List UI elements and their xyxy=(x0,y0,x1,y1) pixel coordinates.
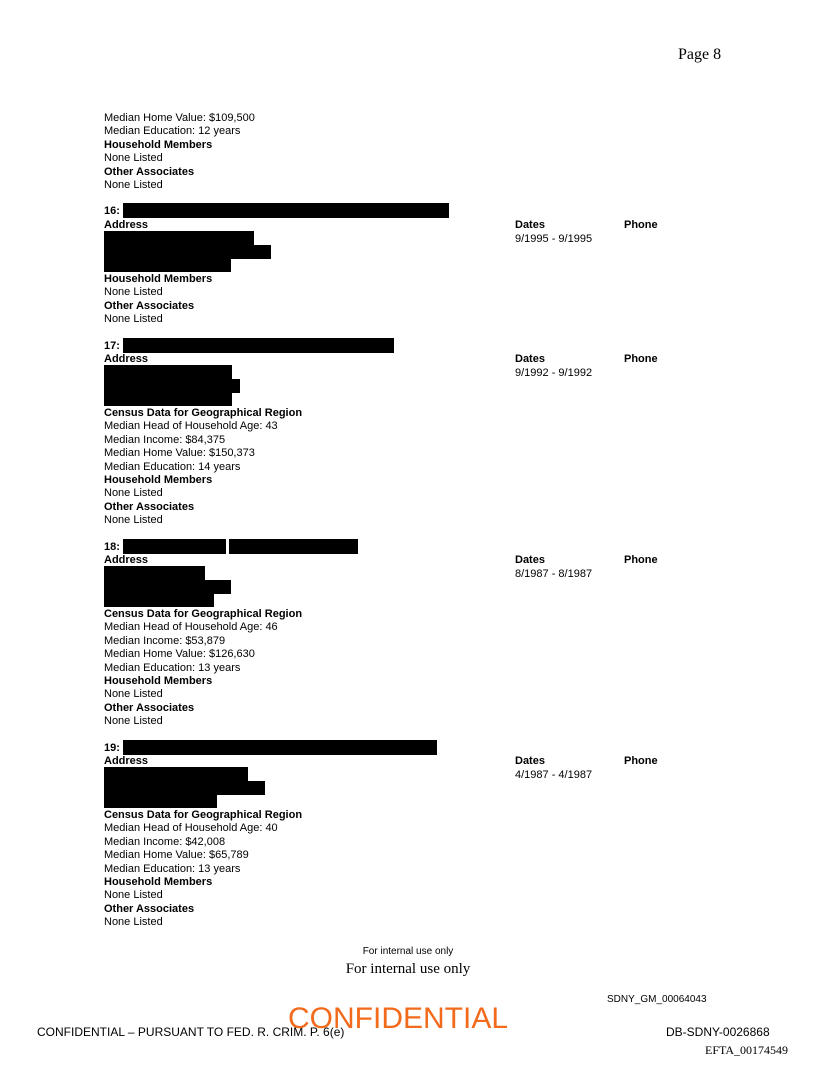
dates-heading: Dates xyxy=(515,755,545,767)
redacted-name xyxy=(229,539,358,554)
redacted-name xyxy=(123,740,437,755)
redacted-address-line xyxy=(104,767,248,781)
address-heading: Address xyxy=(104,219,149,231)
household-members-value: None Listed xyxy=(104,286,163,299)
dates-heading: Dates xyxy=(515,554,545,566)
median-home-value: Median Home Value: $126,630 xyxy=(104,648,255,661)
address-heading: Address xyxy=(104,353,149,365)
redacted-address-line xyxy=(104,594,214,607)
redacted-name xyxy=(123,203,449,218)
household-members-heading: Household Members xyxy=(104,273,213,285)
redacted-address-line xyxy=(104,231,254,245)
redacted-address-line xyxy=(104,365,232,379)
other-associates-heading: Other Associates xyxy=(104,500,195,513)
efta-number: EFTA_00174549 xyxy=(705,1043,789,1057)
other-associates-heading: Other Associates xyxy=(104,165,195,178)
other-associates-value: None Listed xyxy=(104,916,163,929)
median-income: Median Income: $42,008 xyxy=(104,835,226,848)
phone-heading: Phone xyxy=(624,755,658,767)
redacted-address-line xyxy=(104,566,205,580)
record-details xyxy=(104,407,302,528)
bates-sdny-gm: SDNY_GM_00064043 xyxy=(607,994,707,1005)
page-number: Page 8 xyxy=(678,46,722,63)
median-education: Median Education: 12 years xyxy=(104,125,241,138)
record-details xyxy=(104,608,302,729)
other-associates-value: None Listed xyxy=(104,715,163,728)
record-number: 18: xyxy=(104,541,120,553)
redacted-address-line xyxy=(104,379,240,393)
record-number: 17: xyxy=(104,340,120,352)
other-associates-heading: Other Associates xyxy=(104,299,195,312)
other-associates-heading: Other Associates xyxy=(104,701,195,714)
census-heading: Census Data for Geographical Region xyxy=(104,407,303,419)
dates-value: 8/1987 - 8/1987 xyxy=(515,568,593,580)
record-details xyxy=(104,809,302,930)
household-members-heading: Household Members xyxy=(104,474,213,487)
dates-value: 9/1995 - 9/1995 xyxy=(515,233,593,245)
redacted-name xyxy=(123,539,226,554)
household-members-value: None Listed xyxy=(104,889,163,902)
other-associates-value: None Listed xyxy=(104,514,163,527)
household-members-value: None Listed xyxy=(104,152,163,165)
redacted-address-line xyxy=(104,393,232,406)
household-members-value: None Listed xyxy=(104,487,163,500)
internal-use-small: For internal use only xyxy=(362,946,454,957)
median-head-age: Median Head of Household Age: 46 xyxy=(104,621,278,634)
bates-db: DB-SDNY-0026868 xyxy=(666,1025,770,1039)
household-members-value: None Listed xyxy=(104,688,163,701)
other-associates-value: None Listed xyxy=(104,313,163,326)
median-education: Median Education: 13 years xyxy=(104,661,241,674)
redacted-name xyxy=(123,338,394,353)
phone-heading: Phone xyxy=(624,219,658,231)
median-income: Median Income: $53,879 xyxy=(104,634,226,647)
median-home-value: Median Home Value: $150,373 xyxy=(104,447,255,460)
other-associates-heading: Other Associates xyxy=(104,902,195,915)
phone-heading: Phone xyxy=(624,353,658,365)
confidential-stamp: CONFIDENTIAL xyxy=(288,1002,509,1035)
household-members-heading: Household Members xyxy=(104,138,213,151)
median-head-age: Median Head of Household Age: 43 xyxy=(104,420,278,433)
redacted-address-line xyxy=(104,259,231,272)
confidential-notice: CONFIDENTIAL – PURSUANT TO FED. R. CRIM. P. 6(e) xyxy=(37,1025,345,1039)
internal-use-large: For internal use only xyxy=(345,961,471,977)
record-number: 19: xyxy=(104,742,120,754)
census-heading: Census Data for Geographical Region xyxy=(104,809,303,821)
redacted-address-line xyxy=(104,580,231,594)
dates-value: 4/1987 - 4/1987 xyxy=(515,769,593,781)
redacted-address-line xyxy=(104,245,271,259)
dates-heading: Dates xyxy=(515,219,545,231)
household-members-heading: Household Members xyxy=(104,675,213,688)
redacted-address-line xyxy=(104,781,265,795)
record-number: 16: xyxy=(104,205,120,217)
median-head-age: Median Head of Household Age: 40 xyxy=(104,822,278,835)
median-education: Median Education: 13 years xyxy=(104,862,241,875)
dates-heading: Dates xyxy=(515,353,545,365)
top-block xyxy=(104,112,255,192)
dates-value: 9/1992 - 9/1992 xyxy=(515,367,593,379)
redacted-address-line xyxy=(104,795,217,808)
median-income: Median Income: $84,375 xyxy=(104,433,226,446)
median-education: Median Education: 14 years xyxy=(104,460,241,473)
record-details xyxy=(104,273,212,327)
address-heading: Address xyxy=(104,755,149,767)
address-heading: Address xyxy=(104,554,149,566)
median-home-value: Median Home Value: $65,789 xyxy=(104,849,249,862)
other-associates-value: None Listed xyxy=(104,179,163,192)
phone-heading: Phone xyxy=(624,554,658,566)
median-home-value: Median Home Value: $109,500 xyxy=(104,112,255,124)
household-members-heading: Household Members xyxy=(104,876,213,889)
census-heading: Census Data for Geographical Region xyxy=(104,608,303,620)
